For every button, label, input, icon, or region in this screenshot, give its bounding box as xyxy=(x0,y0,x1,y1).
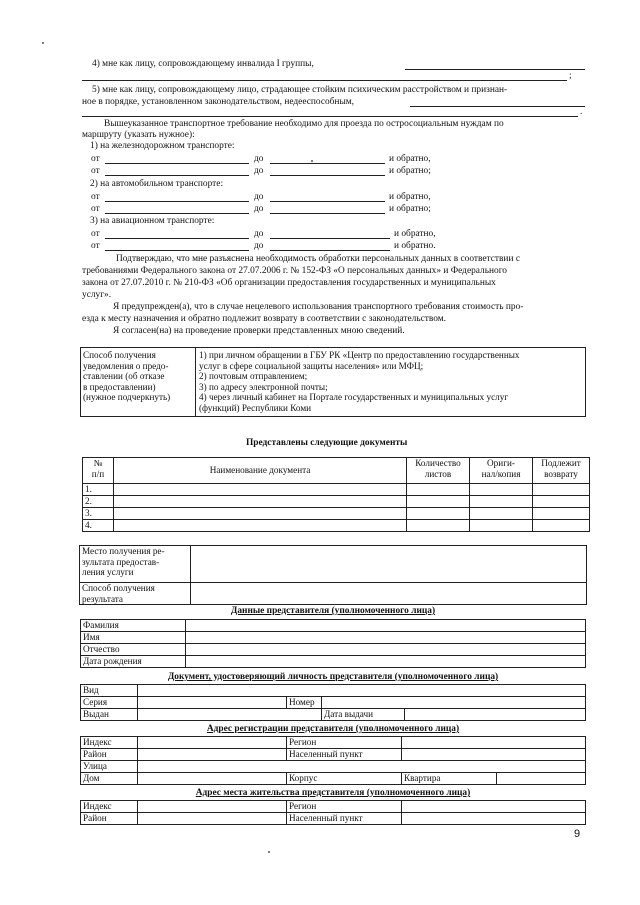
to-label: до xyxy=(254,204,264,214)
docs-cell[interactable] xyxy=(407,496,470,508)
result-table xyxy=(79,545,587,605)
para5-line2: ное в порядке, установленном законодательством, недееспособным, xyxy=(82,97,355,107)
result-method-label: Способ получения результата xyxy=(80,583,191,605)
reg-locality-field[interactable] xyxy=(402,749,586,761)
iddoc-series-label: Серия xyxy=(81,697,138,709)
iddoc-date-field[interactable] xyxy=(405,709,586,721)
confirm-l3: закона от 27.07.2010 г. № 210-ФЗ «Об организации предоставления государственных и муниципальных xyxy=(82,278,496,288)
docs-header-qty: Количество листов xyxy=(407,458,470,484)
transport-rail: 1) на железнодорожном транспорте: xyxy=(90,141,235,151)
from-field[interactable] xyxy=(105,201,249,202)
live-index-label: Индекс xyxy=(81,801,138,813)
docs-cell[interactable] xyxy=(533,508,590,520)
docs-cell[interactable] xyxy=(470,508,533,520)
rep-name-field[interactable] xyxy=(186,632,586,644)
live-index-field[interactable] xyxy=(138,801,287,813)
para5-fill-line[interactable] xyxy=(410,106,585,107)
to-field[interactable] xyxy=(270,213,385,214)
reg-index-field[interactable] xyxy=(138,737,287,749)
live-locality-field[interactable] xyxy=(402,813,586,825)
result-place-field[interactable] xyxy=(191,546,587,583)
confirm-l4: услуг». xyxy=(82,290,112,300)
table-row[interactable] xyxy=(83,508,590,520)
docs-cell[interactable] xyxy=(533,496,590,508)
notify-option[interactable]: 2) почтовым отправлением; xyxy=(199,371,308,382)
scan-dot xyxy=(268,851,270,853)
table-row[interactable] xyxy=(83,496,590,508)
rep-birth-field[interactable] xyxy=(186,656,586,668)
docs-row-num: 2. xyxy=(83,496,114,508)
notify-option[interactable]: (функций) Республики Коми xyxy=(199,402,312,413)
rep-patronymic-label: Отчество xyxy=(81,644,186,656)
docs-row-num: 1. xyxy=(83,484,114,496)
regaddr-table xyxy=(80,736,586,785)
transport-auto: 2) на автомобильном транспорте: xyxy=(90,179,224,189)
para5-end: . xyxy=(580,107,583,117)
docs-cell[interactable] xyxy=(114,484,407,496)
confirm-l2: требованиями Федерального закона от 27.07.2006 г. № 152-ФЗ «О персональных данных» и Федерального xyxy=(82,266,507,276)
table-row[interactable] xyxy=(83,484,590,496)
from-label: от xyxy=(91,154,100,164)
docs-cell[interactable] xyxy=(407,484,470,496)
result-place-label: Место получения ре- зультата предостав- ления услуги xyxy=(80,546,191,583)
reg-district-label: Район xyxy=(81,749,138,761)
docs-cell[interactable] xyxy=(114,496,407,508)
back-label: и обратно, xyxy=(389,192,431,202)
para5-line1: 5) мне как лицу, сопровождающему лицо, страдающее стойким психическим расстройством и признан- xyxy=(92,85,508,95)
iddoc-number-field[interactable] xyxy=(322,697,586,709)
to-field[interactable] xyxy=(270,163,385,164)
reg-locality-label: Населенный пункт xyxy=(287,749,402,761)
iddoc-kind-field[interactable] xyxy=(138,685,586,697)
to-label: до xyxy=(254,154,264,164)
from-field[interactable] xyxy=(105,213,249,214)
notify-options xyxy=(196,348,586,417)
transport-intro-1: Вышеуказанное транспортное требование необходимо для проезда по остросоциальным нуждам по xyxy=(104,119,504,129)
from-field[interactable] xyxy=(105,175,249,176)
from-label: от xyxy=(91,241,100,251)
scan-dot xyxy=(42,42,44,44)
from-label: от xyxy=(91,229,100,239)
back-label: и обратно; xyxy=(389,166,431,176)
reg-street-field[interactable] xyxy=(138,761,586,773)
para4-fill-line-2[interactable] xyxy=(82,80,567,81)
docs-row-num: 3. xyxy=(83,508,114,520)
regaddr-title: Адрес регистрации представителя (уполномоченного лица) xyxy=(206,724,460,734)
rep-title: Данные представителя (уполномоченного лица) xyxy=(230,606,436,616)
notify-option[interactable]: 4) через личный кабинет на Портале государственных и муниципальных услуг xyxy=(199,392,509,403)
to-label: до xyxy=(254,192,264,202)
iddoc-title: Документ, удостоверяющий личность представителя (уполномоченного лица) xyxy=(167,672,499,682)
docs-cell[interactable] xyxy=(407,508,470,520)
rep-surname-field[interactable] xyxy=(186,620,586,632)
docs-cell[interactable] xyxy=(470,484,533,496)
to-field[interactable] xyxy=(270,238,390,239)
rep-patronymic-field[interactable] xyxy=(186,644,586,656)
docs-cell[interactable] xyxy=(114,508,407,520)
iddoc-issued-field[interactable] xyxy=(138,709,322,721)
docs-cell[interactable] xyxy=(407,520,470,532)
reg-apartment-field[interactable] xyxy=(497,773,586,785)
iddoc-series-field[interactable] xyxy=(138,697,287,709)
from-label: от xyxy=(91,166,100,176)
back-label: и обратно, xyxy=(394,229,436,239)
warning-l2: езда к месту назначения и обратно подлежит возврату в соответствии с законодательством. xyxy=(82,314,447,324)
docs-cell[interactable] xyxy=(470,520,533,532)
notify-table xyxy=(80,347,586,417)
reg-index-label: Индекс xyxy=(81,737,138,749)
to-label: до xyxy=(254,229,264,239)
rep-surname-label: Фамилия xyxy=(81,620,186,632)
to-label: до xyxy=(254,166,264,176)
para4-text: 4) мне как лицу, сопровождающему инвалида I группы, xyxy=(92,59,314,69)
iddoc-date-label: Дата выдачи xyxy=(322,709,405,721)
liveaddr-title: Адрес места жительства представителя (уполномоченного лица) xyxy=(195,788,471,798)
from-label: от xyxy=(91,192,100,202)
reg-house-field[interactable] xyxy=(138,773,287,785)
notify-option[interactable]: 1) при личном обращении в ГБУ РК «Центр по предоставлению государственных xyxy=(199,350,520,360)
reg-building-label: Корпус xyxy=(287,773,402,785)
live-region-field[interactable] xyxy=(402,801,586,813)
reg-region-label: Регион xyxy=(287,737,402,749)
notify-option[interactable]: 3) по адресу электронной почты; xyxy=(199,381,328,392)
notify-option[interactable]: услуг в сфере социальной защиты населения» или МФЦ; xyxy=(199,360,424,371)
docs-cell[interactable] xyxy=(114,520,407,532)
transport-intro-2: маршруту (указать нужное): xyxy=(82,130,195,140)
docs-title: Представлены следующие документы xyxy=(246,438,408,448)
docs-header-return: Подлежит возврату xyxy=(533,458,590,484)
iddoc-kind-label: Вид xyxy=(81,685,138,697)
table-row[interactable] xyxy=(83,520,590,532)
transport-air: 3) на авиационном транспорте: xyxy=(90,216,215,226)
back-label: и обратно, xyxy=(389,154,431,164)
rep-birth-label: Дата рождения xyxy=(81,656,186,668)
docs-cell[interactable] xyxy=(533,484,590,496)
rep-table xyxy=(80,619,586,668)
from-field[interactable] xyxy=(105,163,249,164)
para5-fill-line-2[interactable] xyxy=(82,116,578,117)
result-method-field[interactable] xyxy=(191,583,587,605)
docs-cell[interactable] xyxy=(470,496,533,508)
to-label: до xyxy=(254,241,264,251)
docs-header-num: № п/п xyxy=(83,458,114,484)
warning-l1: Я предупрежден(а), что в случае нецелевого использования транспортного требования стоимость про- xyxy=(113,302,524,312)
iddoc-issued-label: Выдан xyxy=(81,709,138,721)
docs-row-num: 4. xyxy=(83,520,114,532)
live-locality-label: Населенный пункт xyxy=(287,813,402,825)
docs-header-orig: Ориги- нал/копия xyxy=(470,458,533,484)
live-region-label: Регион xyxy=(287,801,402,813)
live-district-label: Район xyxy=(81,813,138,825)
para4-fill-line[interactable] xyxy=(405,69,585,70)
back-label: и обратно; xyxy=(389,204,431,214)
to-field[interactable] xyxy=(270,201,385,202)
back-label: и обратно. xyxy=(394,241,436,251)
from-field[interactable] xyxy=(105,250,249,251)
from-label: от xyxy=(91,204,100,214)
para4-end: ; xyxy=(569,71,572,81)
page-number: 9 xyxy=(574,828,581,840)
docs-table xyxy=(82,457,590,532)
reg-region-field[interactable] xyxy=(402,737,586,749)
reg-district-field[interactable] xyxy=(138,749,287,761)
docs-header-name: Наименование документа xyxy=(114,458,407,484)
scan-dot xyxy=(311,160,313,162)
live-district-field[interactable] xyxy=(138,813,287,825)
reg-apartment-label: Квартира xyxy=(402,773,497,785)
to-field[interactable] xyxy=(270,250,390,251)
docs-cell[interactable] xyxy=(533,520,590,532)
liveaddr-table xyxy=(80,800,586,825)
from-field[interactable] xyxy=(105,238,249,239)
confirm-l1: Подтверждаю, что мне разъяснена необходимость обработки персональных данных в соответствии с xyxy=(116,254,520,264)
notify-label: Способ получения уведомления о предо- ставлении (об отказе в предоставлении) (нужное подчеркнуть) xyxy=(81,348,196,417)
iddoc-number-label: Номер xyxy=(287,697,322,709)
to-field[interactable] xyxy=(270,175,385,176)
iddoc-table xyxy=(80,684,586,721)
reg-house-label: Дом xyxy=(81,773,138,785)
rep-name-label: Имя xyxy=(81,632,186,644)
reg-street-label: Улица xyxy=(81,761,138,773)
agree-text: Я согласен(на) на проведение проверки представленных мною сведений. xyxy=(113,326,405,336)
